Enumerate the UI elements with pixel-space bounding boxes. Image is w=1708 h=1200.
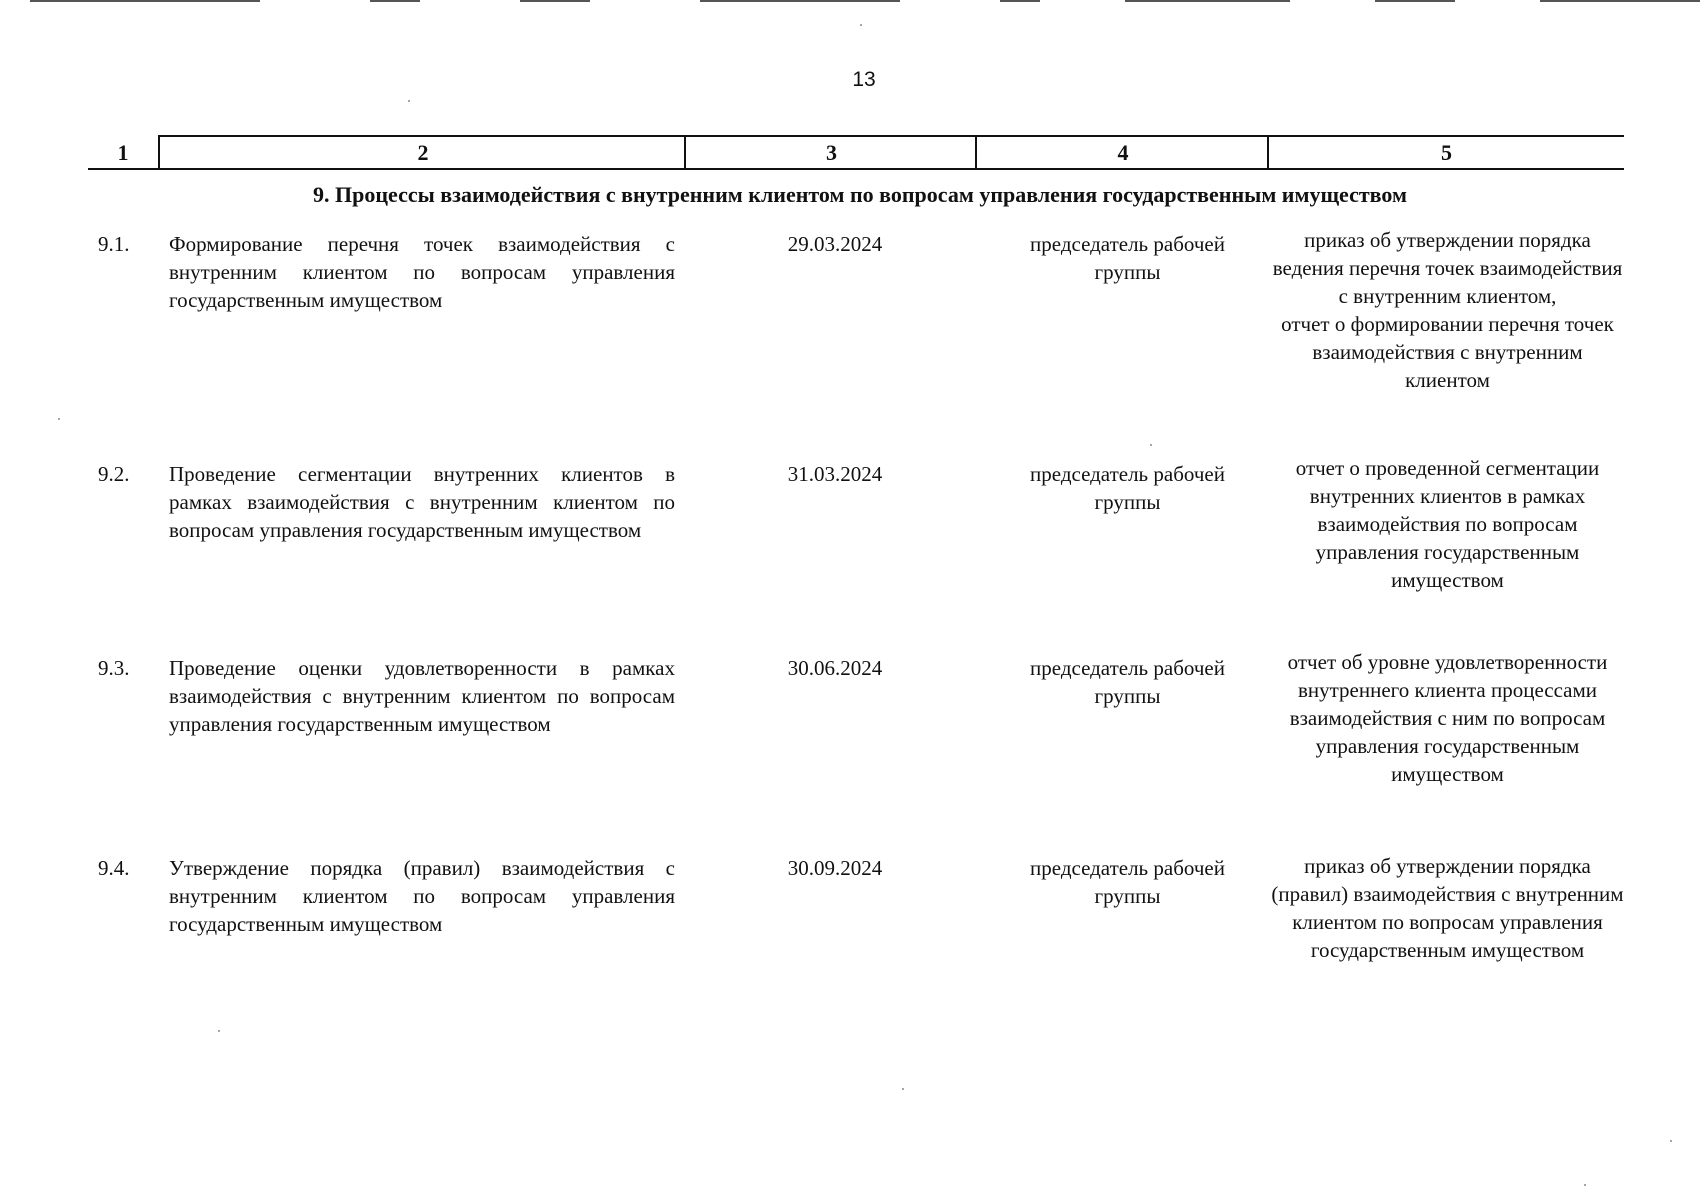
row-number: 9.2.: [98, 462, 130, 486]
row-responsible: председатель рабочей группы: [1030, 232, 1225, 284]
row-result: отчет об уровне удовлетворенности внутреннего клиента процессами взаимодействия с ним по вопросам управления государственным имуществом: [1287, 650, 1608, 786]
row-description: Утверждение порядка (правил) взаимодействия с внутренним клиентом по вопросам управления государственным имуществом: [169, 856, 675, 936]
scan-edge-mark: [1000, 0, 1040, 2]
scan-speck: [860, 24, 862, 26]
header-cell: 3: [684, 135, 977, 168]
scan-edge-mark: [700, 0, 900, 2]
scan-speck: [1584, 1184, 1586, 1186]
header-cell: 5: [1267, 135, 1624, 168]
scan-edge-mark: [1540, 0, 1700, 2]
row-number: 9.3.: [98, 656, 130, 680]
row-result: приказ об утверждении порядка (правил) взаимодействия с внутренним клиентом по вопросам управления государственным имуществом: [1271, 854, 1624, 962]
scan-speck: [902, 1088, 904, 1090]
scan-edge-mark: [1375, 0, 1455, 2]
header-cell: 1: [117, 140, 129, 165]
scan-speck: [1670, 1140, 1672, 1142]
row-result: приказ об утверждении порядка ведения перечня точек взаимодействия с внутренним клиентом, отчет о формировании перечня точек взаимодействия с внутренним клиентом: [1272, 228, 1623, 392]
row-deadline: 31.03.2024: [787, 462, 883, 486]
page-number: 13: [852, 68, 876, 91]
row-description: Формирование перечня точек взаимодействия с внутренним клиентом по вопросам управления государственным имуществом: [169, 232, 675, 312]
table-header-row: [88, 135, 1624, 170]
scan-speck: [1150, 444, 1152, 446]
header-cell: 2: [158, 135, 686, 168]
row-number: 9.1.: [98, 232, 130, 256]
header-cell: 4: [975, 135, 1269, 168]
scan-edge-mark: [370, 0, 420, 2]
row-deadline: 30.09.2024: [787, 856, 883, 880]
row-responsible: председатель рабочей группы: [1030, 856, 1225, 908]
scan-edge-mark: [1125, 0, 1290, 2]
row-deadline: 29.03.2024: [787, 232, 883, 256]
row-description: Проведение сегментации внутренних клиентов в рамках взаимодействия с внутренним клиентом по вопросам управления государственным имуществом: [169, 462, 675, 542]
section-title: 9. Процессы взаимодействия с внутренним клиентом по вопросам управления государственным имуществом: [313, 182, 1407, 207]
row-number: 9.4.: [98, 856, 130, 880]
scan-speck: [58, 418, 60, 420]
row-responsible: председатель рабочей группы: [1030, 656, 1225, 708]
row-deadline: 30.06.2024: [787, 656, 883, 680]
row-result: отчет о проведенной сегментации внутренних клиентов в рамках взаимодействия по вопросам управления государственным имуществом: [1295, 456, 1600, 592]
scan-edge-mark: [520, 0, 590, 2]
row-responsible: председатель рабочей группы: [1030, 462, 1225, 514]
scan-edge-mark: [30, 0, 260, 2]
scan-speck: [408, 100, 410, 102]
row-description: Проведение оценки удовлетворенности в рамках взаимодействия с внутренним клиентом по вопросам управления государственным имуществом: [169, 656, 675, 736]
scan-speck: [218, 1030, 220, 1032]
